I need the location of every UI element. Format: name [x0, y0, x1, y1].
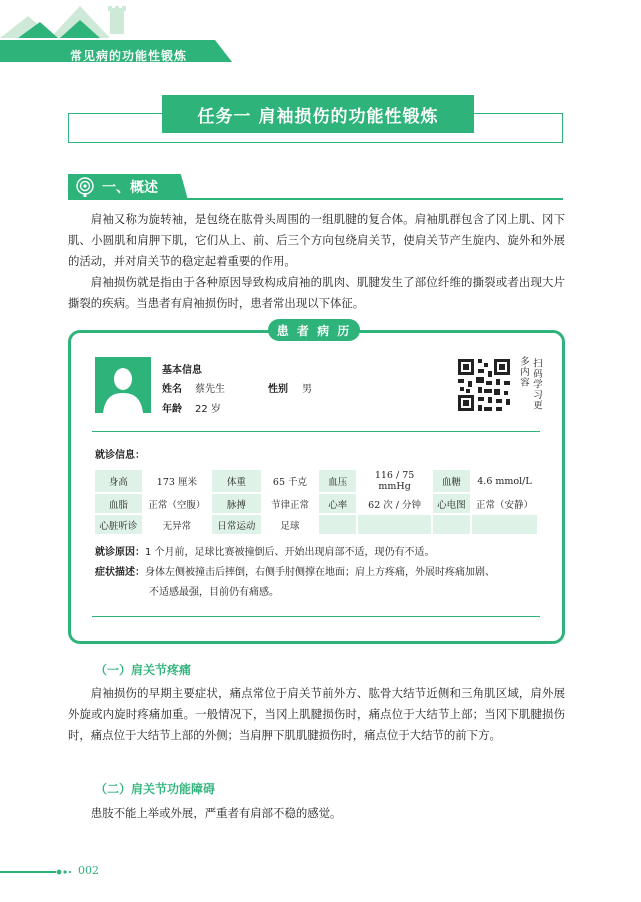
paragraph-2: 肩袖损伤就是指由于各种原因导致构成肩袖的肌肉、肌腱发生了部位纤维的撕裂或者出现大片撕裂的疾病。当患者有肩袖损伤时，患者常出现以下体征。 [68, 275, 565, 310]
empty-cell [433, 515, 470, 534]
table-row [95, 494, 537, 513]
subsection-1-text: 肩袖损伤的早期主要症状，痛点常位于肩关节前外方、肱骨大结节近侧和三角肌区域，肩外展外旋或内旋时疼痛加重。一般情况下，当冈上肌腱损伤时，痛点位于大结节上部；当冈下肌腱损伤时，痛点位于大结节上部的外侧；当肩胛下肌肌腱损伤时，痛点位于大结节的前下方。 [68, 686, 565, 742]
subsection-2-text: 患肢不能上举或外展，严重者有肩部不稳的感觉。 [90, 806, 342, 820]
visit-reason-label: 就诊原因： [95, 547, 145, 558]
table-row [95, 470, 537, 492]
qr-code-icon[interactable] [456, 357, 512, 413]
target-icon [74, 176, 96, 198]
footer-dots-icon [56, 868, 74, 876]
subsection-1-title: （一）肩关节疼痛 [95, 663, 192, 677]
name-label: 姓名 [162, 384, 182, 395]
qr-caption-2: 扫码学习更 [531, 358, 542, 411]
vital-value: 173 厘米 [144, 470, 210, 492]
card-divider-top [92, 431, 540, 432]
subsection-2-title: （二）肩关节功能障碍 [95, 782, 216, 796]
vital-key: 血糖 [433, 470, 470, 492]
symptom-text-1: 身体左侧被撞击后摔倒，右侧手肘侧撑在地面；肩上方疼痛，外展时疼痛加剧、 [145, 567, 495, 578]
patient-avatar [95, 357, 151, 413]
vital-value: 正常（安静） [472, 494, 537, 513]
vital-value: 62 次 / 分钟 [358, 494, 431, 513]
page-number: 002 [78, 864, 99, 877]
card-divider-bottom [92, 616, 540, 617]
symptom-text-2: 不适感最强，目前仍有痛感。 [149, 587, 279, 598]
qr-caption-1: 多内容 [518, 356, 529, 388]
vital-key: 血脂 [95, 494, 142, 513]
vital-key: 脉搏 [212, 494, 261, 513]
vital-key: 日常运动 [212, 515, 261, 534]
age-value: 22 岁 [195, 404, 221, 415]
paragraph-1: 肩袖又称为旋转袖，是包绕在肱骨头周围的一组肌腱的复合体。肩袖肌群包含了冈上肌、冈下肌、小圆肌和肩胛下肌，它们从上、前、后三个方向包绕肩关节，使肩关节产生旋内、旋外和外展的活动，并对肩关节的稳定起着重要的作用。 [68, 212, 565, 268]
empty-cell [472, 515, 537, 534]
table-row [95, 515, 537, 534]
vital-key: 心电图 [433, 494, 470, 513]
symptom-label: 症状描述： [95, 567, 145, 578]
vital-value: 足球 [263, 515, 318, 534]
section-head-underline [186, 198, 563, 200]
age-label: 年龄 [162, 404, 182, 415]
basic-info-label: 基本信息 [162, 365, 202, 376]
vital-key: 心率 [319, 494, 356, 513]
vital-key: 血压 [319, 470, 356, 492]
gender-value: 男 [302, 384, 312, 395]
vital-key: 心脏听诊 [95, 515, 142, 534]
chapter-title: 常见病的功能性锻炼 [70, 49, 188, 63]
vital-value: 正常（空腹） [144, 494, 210, 513]
vital-value: 节律正常 [263, 494, 318, 513]
empty-cell [358, 515, 431, 534]
visit-info-label: 就诊信息： [95, 450, 145, 461]
vital-value: 无异常 [144, 515, 210, 534]
task-title: 任务一 肩袖损伤的功能性锻炼 [162, 95, 474, 133]
visit-reason-row [95, 543, 435, 563]
vital-value: 4.6 mmol/L [472, 470, 537, 492]
vital-value: 65 千克 [263, 470, 318, 492]
section-title: 一、概述 [102, 180, 158, 196]
symptom-row [95, 563, 495, 583]
vital-value: 116 / 75 mmHg [358, 470, 431, 492]
visit-reason-text: 1 个月前，足球比赛被撞倒后、开始出现肩部不适，现仍有不适。 [145, 547, 435, 558]
footer-line [0, 871, 56, 873]
empty-cell [319, 515, 356, 534]
vital-key: 体重 [212, 470, 261, 492]
person-icon [95, 357, 151, 413]
gender-label: 性别 [268, 384, 288, 395]
vitals-table [93, 468, 539, 536]
vital-key: 身高 [95, 470, 142, 492]
patient-record-tag: 患 者 病 历 [268, 319, 360, 341]
name-value: 蔡先生 [195, 384, 225, 395]
